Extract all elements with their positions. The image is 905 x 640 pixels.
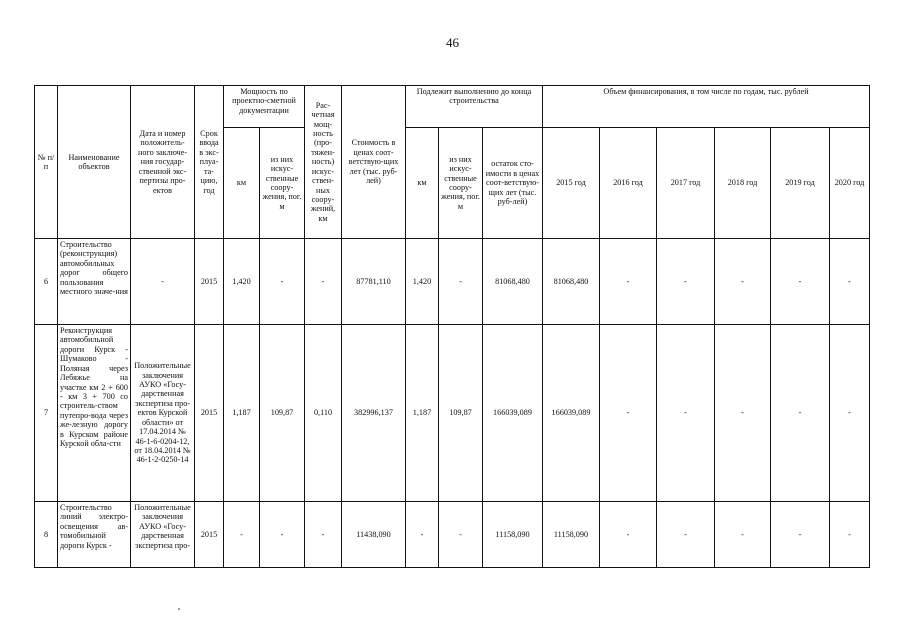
row-cost: 87781,110 <box>342 239 406 325</box>
row-year-2016: - <box>600 325 657 502</box>
col-header-remaining-km: км <box>406 128 439 239</box>
row-cost: 382996,137 <box>342 325 406 502</box>
row-cap-km: 1,420 <box>224 239 260 325</box>
row-year-2016: - <box>600 502 657 568</box>
col-header-name: Наименование объектов <box>58 86 131 239</box>
col-header-remaining-cost: остаток сто-имости в ценах соот-ветствую-щих лет (тыс. руб-лей) <box>483 128 543 239</box>
col-header-expertise: Дата и номер положитель-ного заключе-ния государ-ственной экс-пертизы про-ектов <box>131 86 195 239</box>
col-header-calc-capacity: Рас-четная мощ-ность (про-тяжен-ность) искус-ствен-ных соору-жений, км <box>305 86 342 239</box>
row-year-2017: - <box>657 325 715 502</box>
row-rem-km: 1,420 <box>406 239 439 325</box>
investment-objects-table <box>34 85 870 568</box>
row-rem-art: - <box>439 502 483 568</box>
row-year-2018: - <box>715 502 771 568</box>
row-term: 2015 <box>195 239 224 325</box>
col-header-year-2015: 2015 год <box>543 128 600 239</box>
row-cap-art: 109,87 <box>260 325 305 502</box>
col-header-year-2019: 2019 год <box>771 128 830 239</box>
row-rem-km: - <box>406 502 439 568</box>
row-year-2018: - <box>715 325 771 502</box>
row-year-2017: - <box>657 239 715 325</box>
row-name: Строительство линий электро-освещения ав-томобильной дороги Курск - <box>58 502 131 568</box>
row-year-2020: - <box>830 239 870 325</box>
col-header-cost: Стоимость в ценах соот-ветствую-щих лет (тыс. руб-лей) <box>342 86 406 239</box>
page-number: 46 <box>446 35 459 50</box>
table-row <box>35 325 870 502</box>
col-header-year-2018: 2018 год <box>715 128 771 239</box>
row-year-2017: - <box>657 502 715 568</box>
col-header-capacity-group: Мощность по проектно-сметной документации <box>224 86 305 128</box>
col-header-financing-group: Объем финансирования, в том числе по годам, тыс. рублей <box>543 86 870 128</box>
row-name: Реконструкция автомобильной дороги Курск - Шумаково - Поляная через Лебяжье на участке км 2 + 600 - км 3 + 700 со строитель-ством путепро-вода через же-лезную дорогу в Курском районе Курской обла-сти <box>58 325 131 502</box>
row-year-2020: - <box>830 325 870 502</box>
row-cap-art: - <box>260 239 305 325</box>
row-year-2020: - <box>830 502 870 568</box>
row-name: Строительство (реконструкция) автомобильных дорог общего пользования местного значе-ния <box>58 239 131 325</box>
row-expertise: Положительные заключения АУКО «Госу-дарственная экспертиза про-ектов Курской области» от 17.04.2014 № 46-1-6-0204-12, от 18.04.2014 № 46-1-2-0250-14 <box>131 325 195 502</box>
row-year-2016: - <box>600 239 657 325</box>
row-term: 2015 <box>195 502 224 568</box>
col-header-num: № п/п <box>35 86 58 239</box>
row-num: 6 <box>35 239 58 325</box>
row-calc: - <box>305 239 342 325</box>
col-header-remaining-art: из них искус-ственные соору-жения, пог. м <box>439 128 483 239</box>
row-cap-km: 1,187 <box>224 325 260 502</box>
row-year-2019: - <box>771 502 830 568</box>
table-row <box>35 239 870 325</box>
row-cost: 11438,090 <box>342 502 406 568</box>
row-expertise: Положительные заключения АУКО «Госу-дарственная экспертиза про- <box>131 502 195 568</box>
header-row-top <box>35 86 870 128</box>
row-year-2019: - <box>771 239 830 325</box>
table-row <box>35 502 870 568</box>
row-year-2019: - <box>771 325 830 502</box>
row-expertise: - <box>131 239 195 325</box>
row-num: 7 <box>35 325 58 502</box>
row-cap-km: - <box>224 502 260 568</box>
row-rem-art: - <box>439 239 483 325</box>
col-header-term: Срок ввода в экс-плуа-та-цию, год <box>195 86 224 239</box>
col-header-year-2020: 2020 год <box>830 128 870 239</box>
row-calc: 0,110 <box>305 325 342 502</box>
row-term: 2015 <box>195 325 224 502</box>
col-header-year-2017: 2017 год <box>657 128 715 239</box>
row-year-2018: - <box>715 239 771 325</box>
row-num: 8 <box>35 502 58 568</box>
row-rem-cost: 166039,089 <box>483 325 543 502</box>
row-rem-cost: 81068,480 <box>483 239 543 325</box>
row-year-2015: 81068,480 <box>543 239 600 325</box>
row-year-2015: 166039,089 <box>543 325 600 502</box>
row-rem-cost: 11158,090 <box>483 502 543 568</box>
row-calc: - <box>305 502 342 568</box>
row-cap-art: - <box>260 502 305 568</box>
col-header-year-2016: 2016 год <box>600 128 657 239</box>
scan-speck <box>178 608 180 610</box>
row-rem-art: 109,87 <box>439 325 483 502</box>
col-header-remaining-group: Подлежит выполнению до конца строительства <box>406 86 543 128</box>
col-header-capacity-art: из них искус-ственные соору-жения, пог. м <box>260 128 305 239</box>
col-header-capacity-km: км <box>224 128 260 239</box>
row-year-2015: 11158,090 <box>543 502 600 568</box>
row-rem-km: 1,187 <box>406 325 439 502</box>
